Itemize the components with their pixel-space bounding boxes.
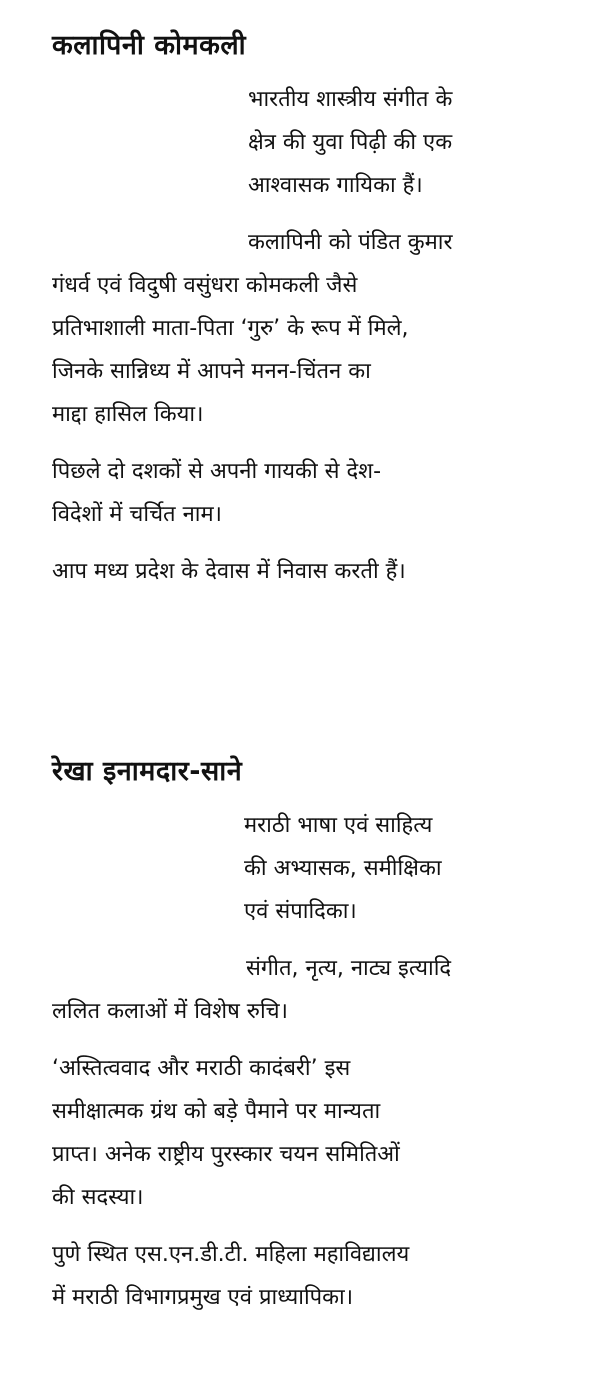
text-line: एवं संपादिका। [244, 899, 357, 924]
text-line: की अभ्यासक, समीक्षिका [244, 856, 442, 881]
text-line: पुणे स्थित एस.एन.डी.टी. महिला महाविद्यालय [52, 1242, 410, 1267]
text-line: आप मध्य प्रदेश के देवास में निवास करती हैं। [52, 559, 406, 584]
bio-paragraph-interests [52, 947, 552, 1033]
bio-intro-paragraph [248, 78, 538, 207]
text-line: मराठी भाषा एवं साहित्य [244, 813, 433, 838]
text-line: कलापिनी को पंडित कुमार [248, 230, 453, 255]
text-line: पिछले दो दशकों से अपनी गायकी से देश- [52, 459, 382, 484]
text-line: प्रतिभाशाली माता-पिता ‘गुरु’ के रूप में मिले, [52, 316, 409, 341]
bio-paragraph-residence [52, 550, 552, 593]
text-line: भारतीय शास्त्रीय संगीत के [248, 87, 453, 112]
text-line: ललित कलाओं में विशेष रुचि। [52, 999, 288, 1024]
text-line: ‘अस्तित्ववाद और मराठी कादंबरी’ इस [52, 1056, 351, 1081]
text-line: की सदस्या। [52, 1185, 144, 1210]
text-line: प्राप्त। अनेक राष्ट्रीय पुरस्कार चयन समितिओं [52, 1142, 400, 1167]
bio-name: रेखा इनामदार-साने [52, 756, 243, 787]
bio-name: कलापिनी कोमकली [52, 30, 247, 61]
text-line: में मराठी विभागप्रमुख एवं प्राध्यापिका। [52, 1285, 354, 1310]
bio-paragraph-publication [52, 1047, 552, 1219]
bio-paragraph-gurus [52, 221, 552, 436]
bio-paragraph-position [52, 1233, 552, 1319]
text-line: क्षेत्र की युवा पिढ़ी की एक [248, 130, 453, 155]
text-line: गंधर्व एवं विदुषी वसुंधरा कोमकली जैसे [52, 273, 358, 298]
text-line: विदेशों में चर्चित नाम। [52, 502, 222, 527]
bio-section-kalapini [52, 26, 552, 607]
text-line: जिनके सान्निध्य में आपने मनन-चिंतन का [52, 359, 371, 384]
bio-section-rekha [52, 752, 552, 1333]
text-line: माद्दा हासिल किया। [52, 402, 204, 427]
bio-paragraph-fame [52, 450, 552, 536]
text-line: आश्वासक गायिका हैं। [248, 173, 423, 198]
text-line: समीक्षात्मक ग्रंथ को बड़े पैमाने पर मान्यता [52, 1099, 381, 1124]
bio-intro-paragraph [244, 804, 534, 933]
text-line: संगीत, नृत्य, नाट्य इत्यादि [246, 956, 452, 981]
